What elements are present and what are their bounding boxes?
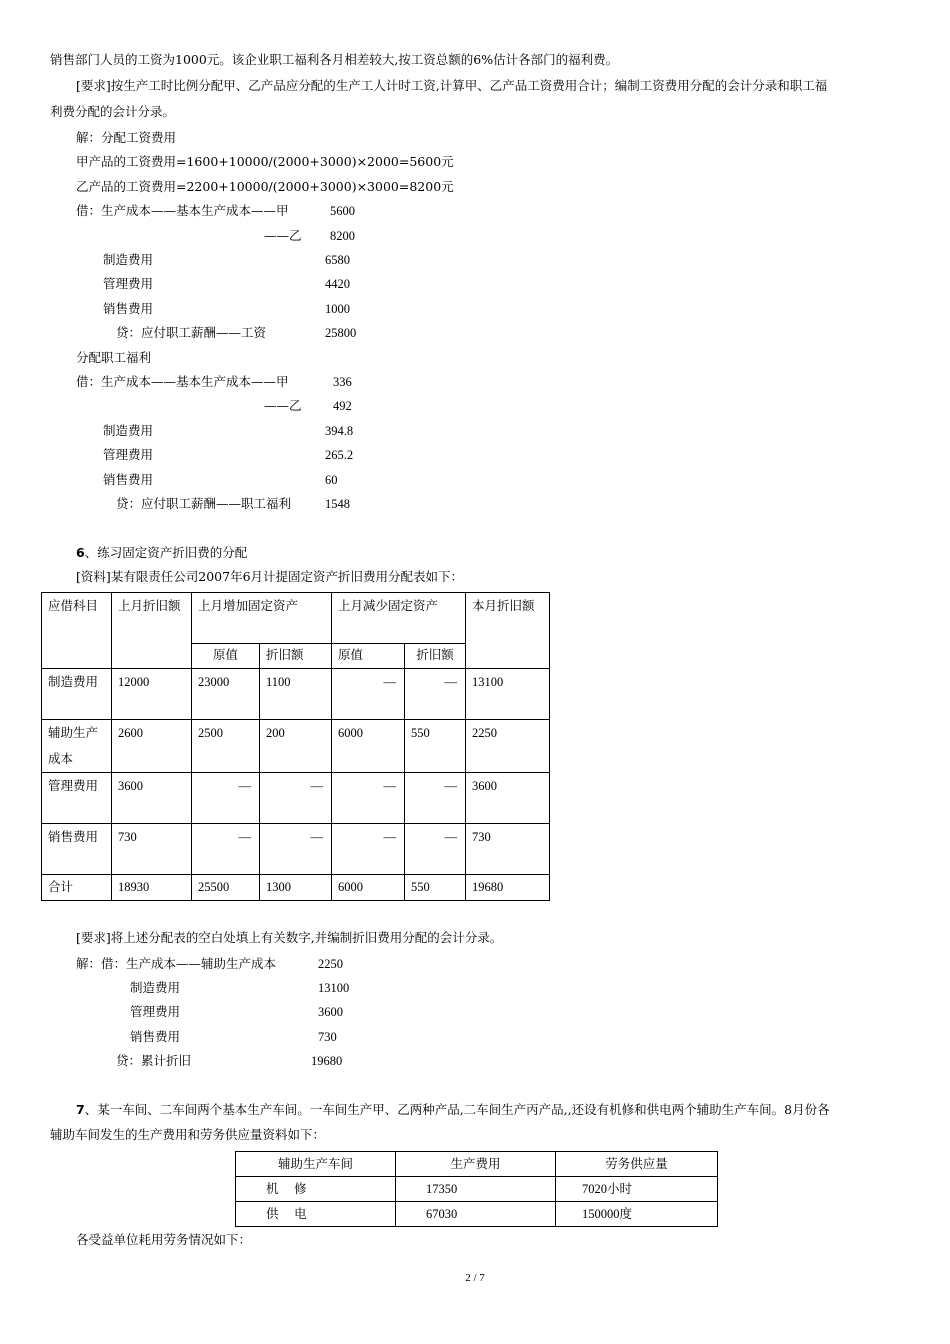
cell: 550 [405,720,466,773]
journal-amount: 25800 [325,326,357,340]
journal-amount: 4420 [325,277,350,291]
journal-label: 制造费用 [103,423,154,438]
header-dep: 折旧额 [405,644,466,669]
journal-label: 管理费用 [103,447,154,462]
cell-account: 合计 [42,875,112,901]
journal-debit: 解：借：生产成本——辅助生产成本 [76,956,277,971]
header-last-month: 上月折旧额 [112,593,192,669]
section-text-line: 各受益单位耗用劳务情况如下： [76,1232,252,1247]
header-orig: 原值 [332,644,405,669]
cell-dept: 供 电 [236,1202,396,1227]
journal-amount: 19680 [311,1054,343,1068]
journal-sub: ——乙 [264,398,302,413]
cell: — [260,824,332,875]
journal-amount: 1548 [325,497,350,511]
calculation-line: 甲产品的工资费用=1600+10000/(2000+3000)×2000=5600元 [76,154,454,169]
cell: 67030 [396,1202,556,1227]
journal-amount: 8200 [330,229,355,243]
header-decrease: 上月减少固定资产 [332,593,466,644]
section-title: 、练习固定资产折旧费的分配 [84,545,248,560]
header-dept: 辅助生产车间 [236,1152,396,1177]
cell: 25500 [192,875,260,901]
journal-amount: 60 [325,473,338,487]
journal-amount: 6580 [325,253,350,267]
journal-amount: 2250 [318,957,343,971]
journal-credit: 贷：累计折旧 [116,1053,192,1068]
journal-label: 制造费用 [103,252,154,267]
header-dep: 折旧额 [260,644,332,669]
header-supply: 劳务供应量 [556,1152,718,1177]
cell: — [332,773,405,824]
cell: 23000 [192,669,260,720]
cell: 550 [405,875,466,901]
requirement-line: [要求]按生产工时比例分配甲、乙产品应分配的生产工人计时工资,计算甲、乙产品工资费用合计；编制工资费用分配的会计分录和职工福 [76,78,828,93]
journal-amount: 394.8 [325,424,354,438]
section-number: 7 [76,1102,85,1117]
journal-amount: 3600 [318,1005,343,1019]
page-number: 2 / 7 [465,1272,485,1284]
section-text-line: 辅助车间发生的生产费用和劳务供应量资料如下： [50,1127,326,1142]
journal-label: 管理费用 [130,1004,181,1019]
cell: — [405,773,466,824]
cell: 1100 [260,669,332,720]
header-orig: 原值 [192,644,260,669]
journal-sub: ——乙 [264,228,302,243]
cell: 19680 [466,875,550,901]
table-row-total [42,875,550,901]
journal-amount: 336 [333,375,352,389]
cell-dept: 机 修 [236,1177,396,1202]
cell: 2250 [466,720,550,773]
cell: — [260,773,332,824]
cell: 12000 [112,669,192,720]
cell: 1300 [260,875,332,901]
table-row [42,720,550,773]
table-row [236,1177,718,1202]
cell: 6000 [332,875,405,901]
section-text: 、某一车间、二车间两个基本生产车间。一车间生产甲、乙两种产品,二车间生产丙产品,,还设有机修和供电两个辅助生产车间。8月份各 [84,1102,830,1117]
cell: 150000度 [556,1202,718,1227]
cell-account: 制造费用 [42,669,112,720]
cell: 18930 [112,875,192,901]
cell: 7020小时 [556,1177,718,1202]
journal-amount: 265.2 [325,448,354,462]
cell: 6000 [332,720,405,773]
section-number: 6 [76,545,85,560]
cell: 2500 [192,720,260,773]
journal-label: 制造费用 [130,980,181,995]
cell: 730 [112,824,192,875]
cell-account: 辅助生产成本 [42,720,112,773]
cell-account: 管理费用 [42,773,112,824]
journal-credit: 贷：应付职工薪酬——工资 [116,325,267,340]
solution-heading: 解：分配工资费用 [76,130,177,145]
cell: 730 [466,824,550,875]
journal-amount: 5600 [330,204,355,218]
header-this-month: 本月折旧额 [466,593,550,669]
header-cost: 生产费用 [396,1152,556,1177]
journal-title: 分配职工福利 [76,350,152,365]
journal-debit: 借：生产成本——基本生产成本——甲 [76,203,289,218]
cell: 200 [260,720,332,773]
journal-credit: 贷：应付职工薪酬——职工福利 [116,496,292,511]
journal-label: 销售费用 [103,301,154,316]
journal-label: 销售费用 [130,1029,181,1044]
cell: — [332,669,405,720]
auxiliary-workshop-table [235,1151,718,1227]
calculation-line: 乙产品的工资费用=2200+10000/(2000+3000)×3000=8200元 [76,179,454,194]
cell: 13100 [466,669,550,720]
journal-amount: 13100 [318,981,350,995]
cell: — [405,669,466,720]
section-heading [76,545,247,561]
cell: 17350 [396,1177,556,1202]
depreciation-table [41,592,550,901]
table-row [42,824,550,875]
journal-amount: 492 [333,399,352,413]
journal-debit: 借：生产成本——基本生产成本——甲 [76,374,289,389]
requirement-line: 利费分配的会计分录。 [50,104,176,119]
cell: — [192,773,260,824]
cell: 2600 [112,720,192,773]
cell: 3600 [466,773,550,824]
journal-label: 销售费用 [103,472,154,487]
requirement-line: [要求]将上述分配表的空白处填上有关数字,并编制折旧费用分配的会计分录。 [76,930,503,945]
table-row [236,1202,718,1227]
cell: 3600 [112,773,192,824]
cell: — [405,824,466,875]
journal-amount: 1000 [325,302,350,316]
table-row [42,669,550,720]
table-row [42,773,550,824]
journal-amount: 730 [318,1030,337,1044]
cell: — [192,824,260,875]
section-heading [76,1102,830,1118]
cell-account: 销售费用 [42,824,112,875]
paragraph-line: 销售部门人员的工资为1000元。该企业职工福利各月相差较大,按工资总额的6%估计各部门的福利费。 [50,52,619,67]
material-line: [资料]某有限责任公司2007年6月计提固定资产折旧费用分配表如下： [76,569,464,584]
cell: — [332,824,405,875]
header-increase: 上月增加固定资产 [192,593,332,644]
journal-label: 管理费用 [103,276,154,291]
header-account: 应借科目 [42,593,112,669]
